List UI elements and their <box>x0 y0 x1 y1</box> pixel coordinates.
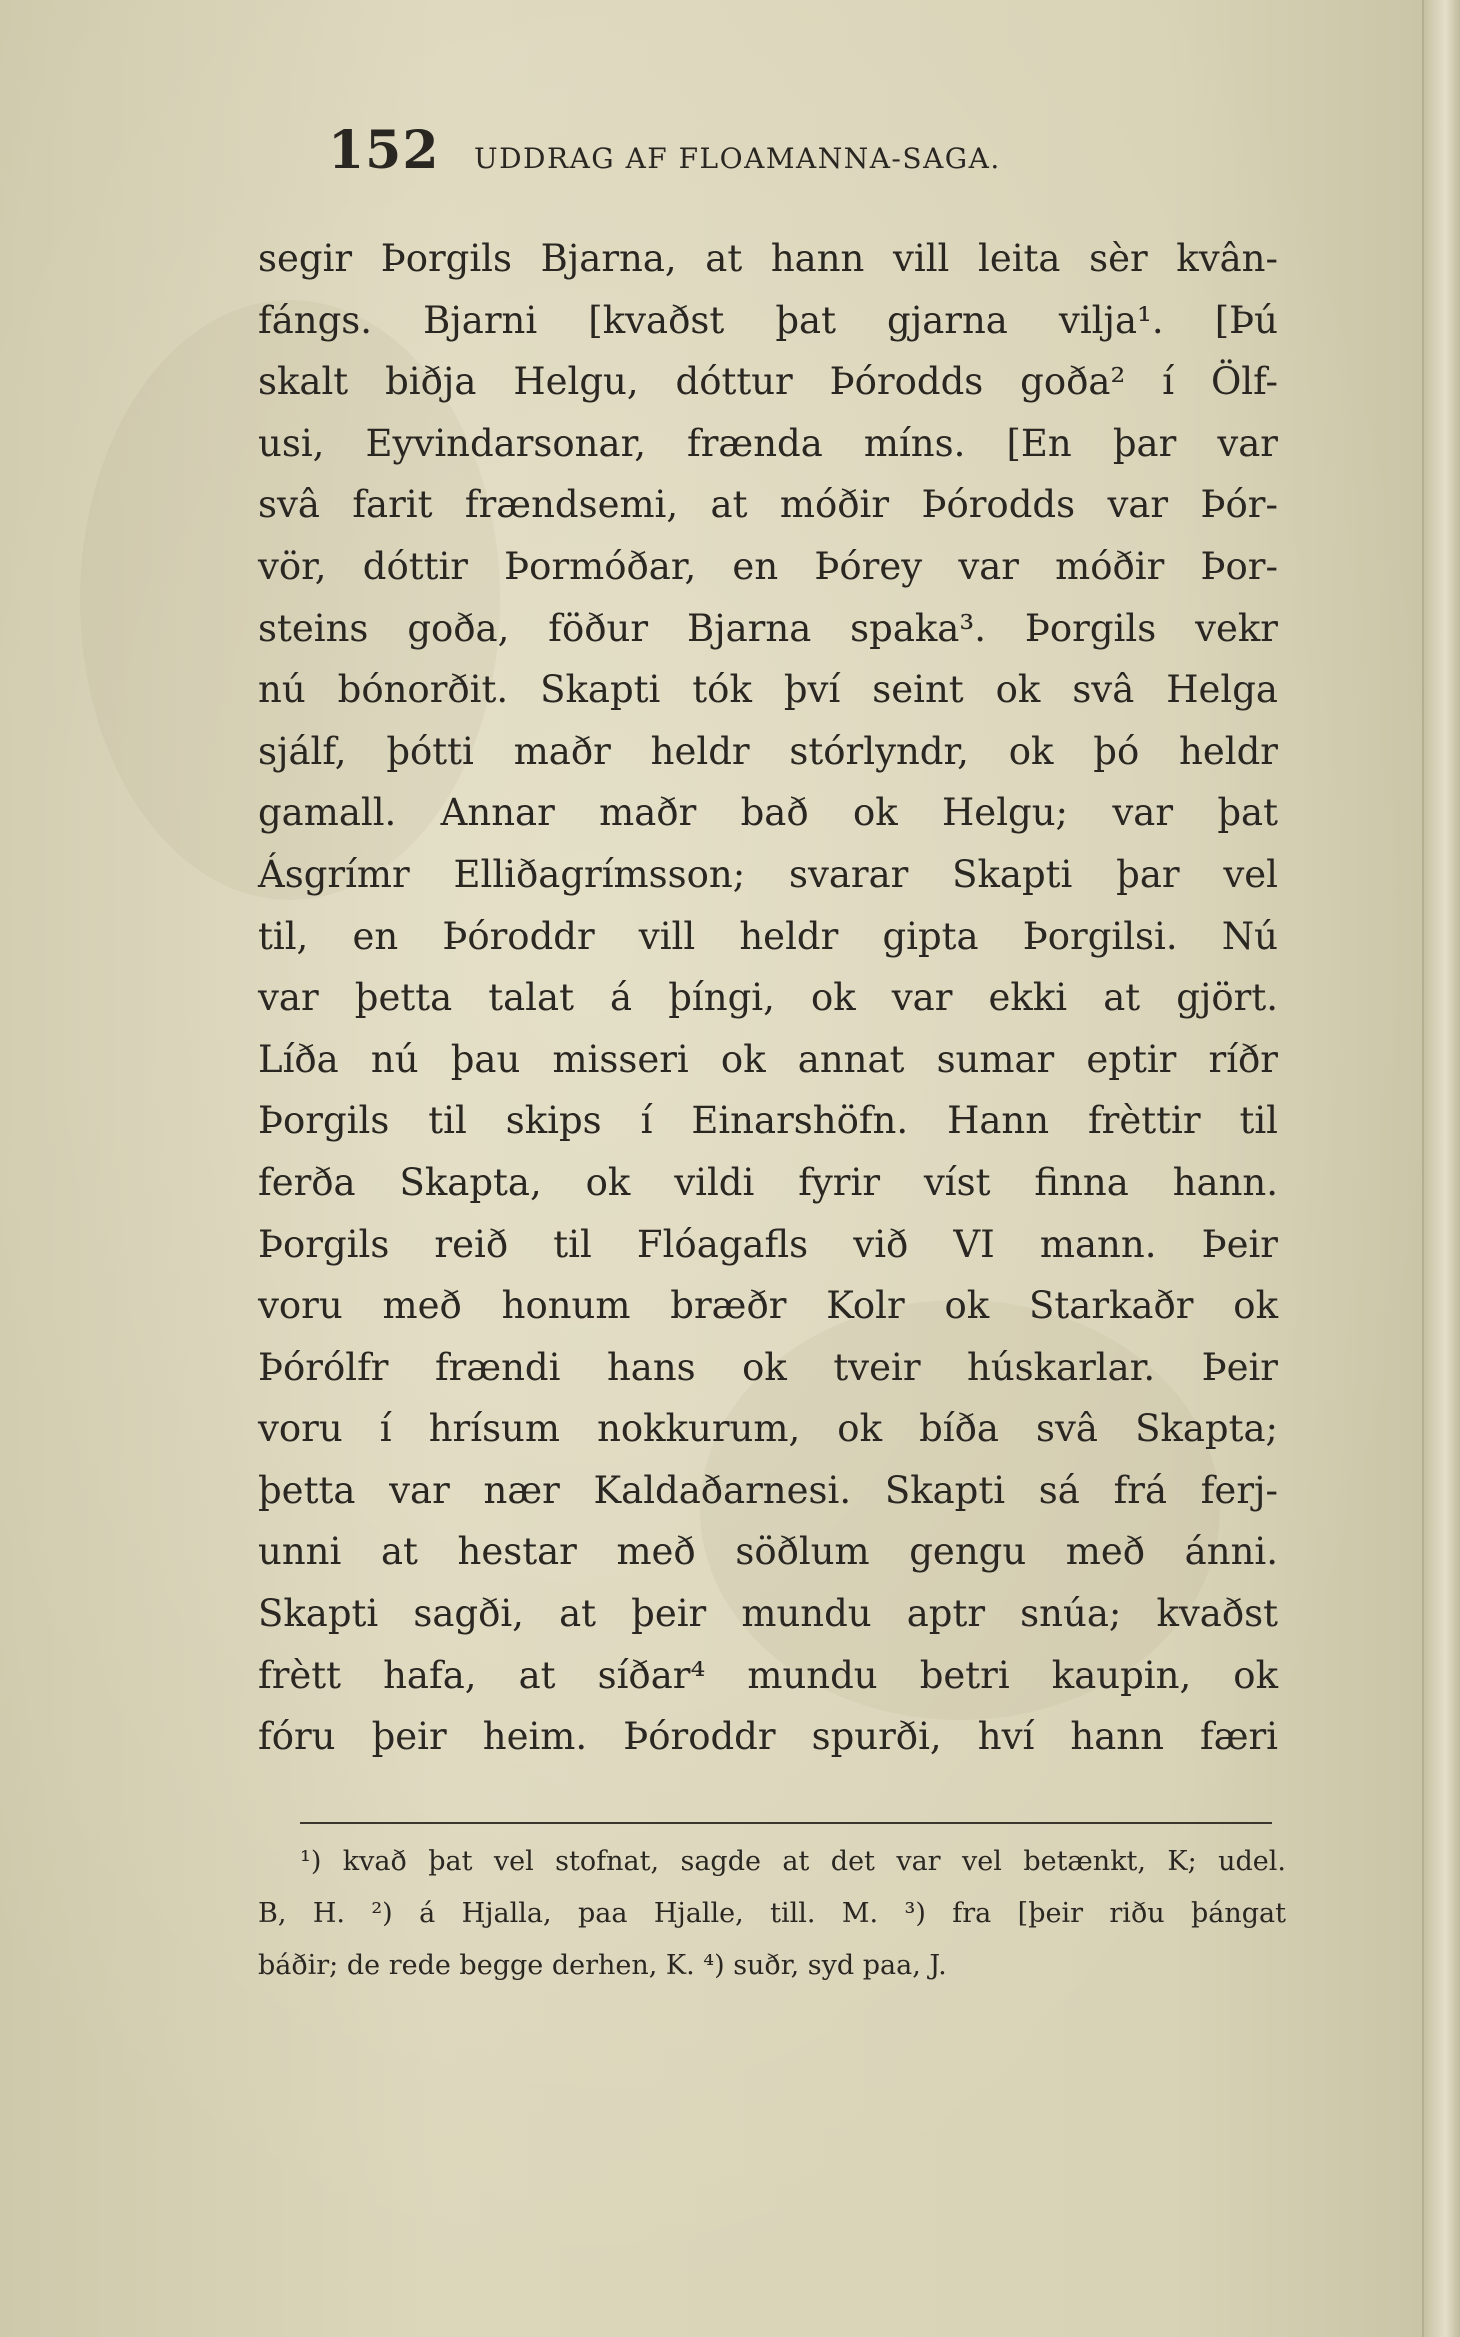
text-line: segir Þorgils Bjarna, at hann vill leita sèr kvân- <box>258 237 1278 280</box>
text-line: gamall. Annar maðr bað ok Helgu; var þat <box>258 791 1278 835</box>
text-line: fóru þeir heim. Þóroddr spurði, hví hann færi <box>258 1715 1278 1759</box>
page-number: 152 <box>328 120 440 181</box>
text-line: þetta var nær Kaldaðarnesi. Skapti sá frá ferj- <box>258 1468 1278 1512</box>
body-text <box>258 228 1278 1768</box>
text-line: Skapti sagði, at þeir mundu aptr snúa; kvaðst <box>258 1592 1278 1636</box>
text-line: Þorgils til skips í Einarshöfn. Hann frèttir til <box>258 1099 1278 1143</box>
text-line: sjálf, þótti maðr heldr stórlyndr, ok þó heldr <box>258 729 1278 773</box>
text-line: voru með honum bræðr Kolr ok Starkaðr ok <box>258 1284 1278 1328</box>
text-line: Þorgils reið til Flóagafls við VI mann. Þeir <box>258 1222 1278 1266</box>
running-head: UDDRAG AF FLOAMANNA-SAGA. <box>474 142 1001 175</box>
footnote-line: báðir; de rede begge derhen, K. ⁴) suðr, syd paa, J. <box>258 1950 947 1981</box>
footnote-line: B, H. ²) á Hjalla, paa Hjalle, till. M. ³) fra [þeir riðu þángat <box>258 1898 1286 1929</box>
text-line: skalt biðja Helgu, dóttur Þórodds goða² í Ölf- <box>258 360 1278 404</box>
footnote-line: ¹) kvað þat vel stofnat, sagde at det var vel betænkt, K; udel. <box>300 1846 1286 1877</box>
text-line: unni at hestar með söðlum gengu með ánni. <box>258 1530 1278 1574</box>
footnote-rule <box>300 1822 1272 1824</box>
footnotes <box>258 1836 1286 1992</box>
text-line: frètt hafa, at síðar⁴ mundu betri kaupin, ok <box>258 1653 1278 1697</box>
page-edge <box>1422 0 1460 2337</box>
page-header <box>328 120 1288 190</box>
text-line: steins goða, föður Bjarna spaka³. Þorgils vekr <box>258 606 1278 650</box>
text-line: fángs. Bjarni [kvaðst þat gjarna vilja¹. [Þú <box>258 298 1278 342</box>
text-line: vör, dóttir Þormóðar, en Þórey var móðir Þor- <box>258 544 1278 588</box>
text-line: til, en Þóroddr vill heldr gipta Þorgilsi. Nú <box>258 914 1278 958</box>
text-line: nú bónorðit. Skapti tók því seint ok svâ Helga <box>258 668 1278 712</box>
text-line: Ásgrímr Elliðagrímsson; svarar Skapti þar vel <box>258 852 1278 896</box>
text-line: Líða nú þau misseri ok annat sumar eptir ríðr <box>258 1037 1278 1081</box>
text-line: svâ farit frændsemi, at móðir Þórodds var Þór- <box>258 483 1278 527</box>
text-line: ferða Skapta, ok vildi fyrir víst finna hann. <box>258 1160 1278 1204</box>
text-line: usi, Eyvindarsonar, frænda míns. [En þar var <box>258 421 1278 465</box>
text-line: var þetta talat á þíngi, ok var ekki at gjört. <box>258 976 1278 1020</box>
text-line: Þórólfr frændi hans ok tveir húskarlar. Þeir <box>258 1345 1278 1389</box>
text-line: voru í hrísum nokkurum, ok bíða svâ Skapta; <box>258 1407 1278 1451</box>
